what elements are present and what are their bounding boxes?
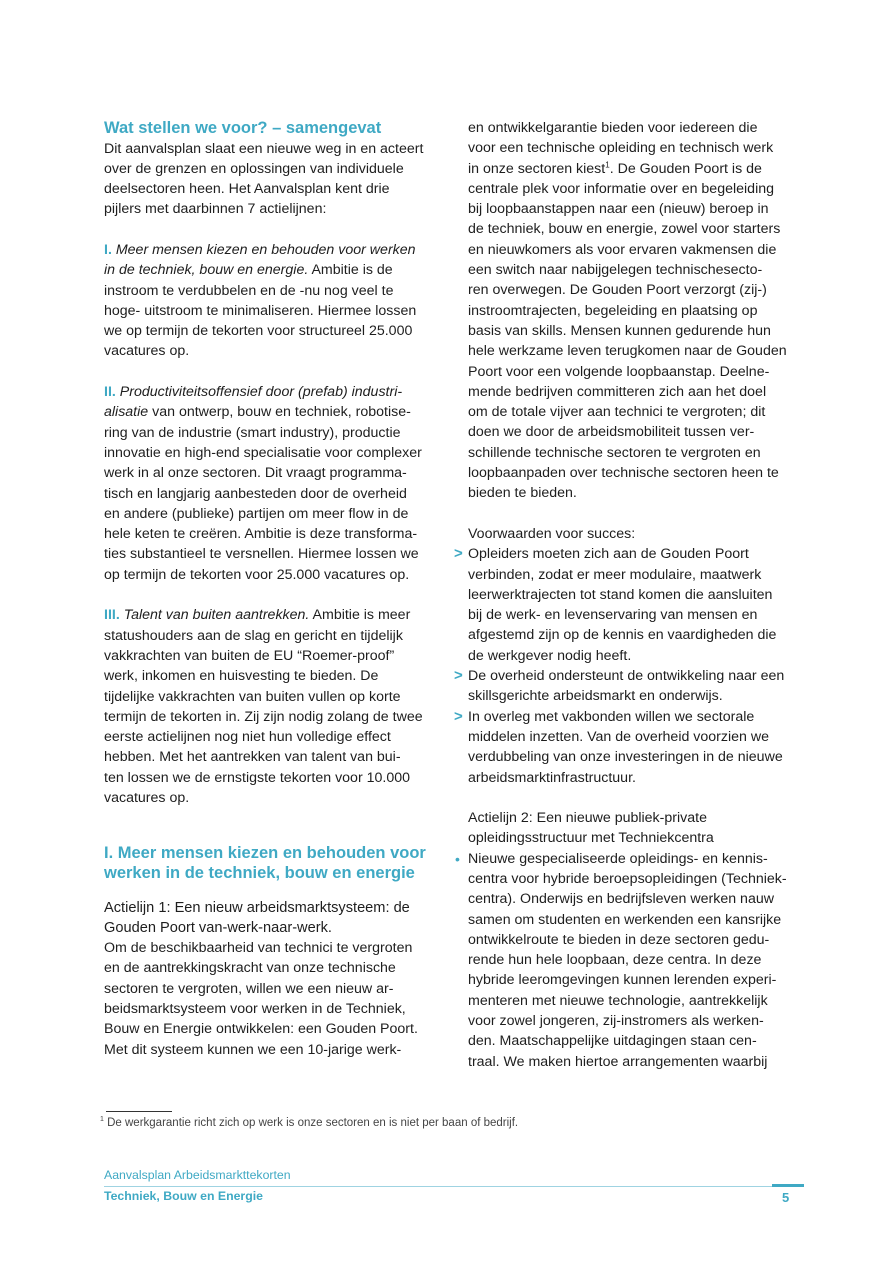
- text-line: ties substantieel te versnellen. Hiermee lossen we: [104, 546, 419, 563]
- text-line: bij de werk- en levenservaring van mensen en: [468, 607, 758, 624]
- footnote-reference: 1: [605, 159, 610, 169]
- text-line: en ontwikkelgarantie bieden voor iedereen die: [468, 120, 758, 136]
- text-line: leerwerktrajecten tot stand komen die aansluiten: [468, 586, 773, 603]
- pillar-title: alisatie: [104, 404, 149, 421]
- text-line: sectoren te vergroten, willen we een nieuw ar-: [104, 980, 394, 997]
- text-line: centra voor hybride beroepsopleidingen (Techniek-: [468, 870, 787, 887]
- intro-paragraph: [104, 139, 434, 220]
- left-column: [104, 118, 434, 1060]
- text-line: de werkgever nodig heeft.: [468, 647, 632, 664]
- footer-subtitle: Techniek, Bouw en Energie: [104, 1189, 263, 1203]
- text-line: innovatie en high-end specialisatie voor complexer: [104, 444, 422, 461]
- text-fragment: Ambitie is de: [311, 262, 393, 279]
- text-line: Actielijn 2: Een nieuwe publiek-private: [468, 810, 707, 827]
- actielijn-1-body: [104, 938, 434, 1060]
- right-column: [454, 118, 802, 1072]
- text-line: hebben. Met het aantrekken van talent van bui-: [104, 749, 401, 766]
- bullet-icon: •: [455, 850, 460, 867]
- heading-line: I. Meer mensen kiezen en behouden voor: [104, 843, 426, 862]
- text-line: werk in al onze sectoren. Dit vraagt programma-: [104, 465, 407, 482]
- text-line: ring van de industrie (smart industry), productie: [104, 424, 401, 441]
- page-number-bar: [772, 1184, 804, 1187]
- text-line: opleidingsstructuur met Techniekcentra: [468, 830, 714, 847]
- text-line: traal. We maken hiertoe arrangementen waarbij: [468, 1053, 768, 1070]
- text-fragment: Ambitie is meer: [312, 607, 411, 624]
- chevron-right-icon: >: [454, 667, 463, 685]
- text-line: arbeidsmarktinfrastructuur.: [468, 769, 636, 786]
- section-heading: [104, 843, 434, 884]
- text-line: Met dit systeem kunnen we een 10-jarige werk-: [104, 1041, 402, 1058]
- text-line: eerste actielijnen nog niet hun volledige effect: [104, 729, 391, 746]
- actielijn-2-title: [468, 808, 802, 849]
- pillar-1-paragraph: [104, 240, 434, 362]
- text-line: om de totale vijver aan technici te vergroten; dit: [468, 404, 766, 421]
- text-fragment: . De Gouden Poort is de: [609, 160, 762, 177]
- text-line: over de grenzen en oplossingen van individuele: [104, 160, 404, 177]
- text-line: hoge- uitstroom te minimaliseren. Hiermee lossen: [104, 302, 417, 319]
- text-fragment: van ontwerp, bouw en techniek, robotise-: [152, 404, 411, 421]
- footnote-divider: [106, 1111, 172, 1112]
- text-line: vacatures op.: [104, 343, 190, 360]
- text-line: In overleg met vakbonden willen we sectorale: [468, 708, 755, 725]
- text-line: en nieuwkomers als voor ervaren vakmensen die: [468, 241, 777, 258]
- text-line: een switch naar nabijgelegen technischesecto-: [468, 262, 763, 279]
- text-line: den. Maatschappelijke uitdagingen staan cen-: [468, 1033, 757, 1050]
- text-line: skillsgerichte arbeidsmarkt en onderwijs.: [468, 688, 723, 705]
- text-line: ontwikkelroute te bieden in deze sectoren gedu-: [468, 931, 770, 948]
- text-line: Poort voor een volgende loopbaanstap. Deelne-: [468, 363, 770, 380]
- list-item: [455, 849, 802, 1072]
- pillar-title: Meer mensen kiezen en behouden voor werken: [115, 241, 416, 258]
- text-line: Om de beschikbaarheid van technici te vergroten: [104, 940, 413, 957]
- chevron-right-icon: >: [454, 707, 463, 725]
- text-line: verbinden, zodat er meer modulaire, maatwerk: [468, 566, 762, 583]
- text-line: Actielijn 1: Een nieuw arbeidsmarktsysteem: de: [104, 899, 410, 916]
- text-line: vakkrachten van buiten de EU “Roemer-proof”: [104, 647, 395, 664]
- text-line: en de aantrekkingskracht van onze technische: [104, 960, 396, 977]
- text-line: deelsectoren heen. Het Aanvalsplan kent drie: [104, 181, 390, 198]
- text-line: ten lossen we de ernstigste tekorten voor 10.000: [104, 769, 411, 786]
- page-number: 5: [782, 1190, 790, 1205]
- text-line: tisch en langjarig aanbesteden door de overheid: [104, 485, 407, 502]
- text-line: beidsmarktsysteem voor werken in de Techniek,: [104, 1001, 406, 1018]
- continuation-paragraph: [468, 118, 802, 504]
- text-line: Opleiders moeten zich aan de Gouden Poort: [468, 546, 749, 563]
- text-line: centrale plek voor informatie over en begeleiding: [468, 180, 775, 197]
- text-line: we op termijn de tekorten voor structureel 25.000: [104, 323, 413, 340]
- pillar-numeral: I.: [104, 241, 112, 258]
- text-line: basis van skills. Mensen kunnen gedurende hun: [468, 322, 771, 339]
- text-line: statushouders aan de slag en gericht en tijdelijk: [104, 627, 403, 644]
- text-line: Dit aanvalsplan slaat een nieuwe weg in en acteert: [104, 140, 424, 157]
- pillar-3-paragraph: [104, 605, 434, 808]
- text-line: voor een technische opleiding en technisch werk: [468, 140, 774, 157]
- pillar-title: Talent van buiten aantrekken.: [123, 607, 310, 624]
- footnote: [100, 1117, 518, 1129]
- text-line: doen we door de arbeidsmobiliteit tussen ver-: [468, 424, 755, 441]
- text-line: hele werkzame leven terugkomen naar de Gouden: [468, 343, 787, 360]
- text-line: De overheid ondersteunt de ontwikkeling naar een: [468, 668, 785, 685]
- actielijn-1-title: [104, 898, 434, 939]
- text-line: Nieuwe gespecialiseerde opleidings- en kennis-: [468, 850, 768, 867]
- footer-title: Aanvalsplan Arbeidsmarkttekorten: [104, 1168, 291, 1182]
- text-line: termijn de tekorten in. Zij zijn nodig zolang de twee: [104, 708, 423, 725]
- list-item: [454, 544, 802, 666]
- text-line: middelen inzetten. Van de overheid voorzien we: [468, 728, 770, 745]
- chevron-right-icon: >: [454, 545, 463, 563]
- pillar-numeral: II.: [104, 384, 116, 401]
- footer-divider: [104, 1186, 804, 1187]
- text-line: loopbaanpaden over technische sectoren heen te: [468, 465, 779, 482]
- pillar-numeral: III.: [104, 607, 120, 624]
- footnote-marker: 1: [100, 1116, 104, 1124]
- text-line: samen om studenten en werkenden een kansrijke: [468, 911, 782, 928]
- summary-heading: Wat stellen we voor? – samengevat: [104, 119, 382, 137]
- text-line: hybride leeromgevingen kunnen lerenden experi-: [468, 972, 777, 989]
- text-line: centra). Onderwijs en bedrijfsleven werken nauw: [468, 891, 774, 908]
- list-item: [454, 707, 802, 788]
- text-line: instroom te verdubbelen en de -nu nog veel te: [104, 282, 394, 299]
- pillar-title: in de techniek, bouw en energie.: [104, 262, 309, 279]
- text-line: pijlers met daarbinnen 7 actielijnen:: [104, 201, 327, 218]
- text-line: ren overwegen. De Gouden Poort verzorgt (zij-): [468, 282, 767, 299]
- text-line: rende hun hele loopbaan, deze centra. In deze: [468, 952, 762, 969]
- text-line: instroomtrajecten, begeleiding en plaatsing op: [468, 302, 758, 319]
- text-line: Gouden Poort van-werk-naar-werk.: [104, 919, 332, 936]
- text-line: vacatures op.: [104, 790, 190, 806]
- text-line: bieden te bieden.: [468, 485, 577, 502]
- text-line: en andere (publieke) partijen om meer flow in de: [104, 505, 409, 522]
- text-line: op termijn de tekorten voor 25.000 vacatures op.: [104, 566, 410, 583]
- text-line: hele keten te creëren. Ambitie is deze transforma-: [104, 526, 418, 543]
- pillar-title: Productiviteitsoffensief door (prefab) industri-: [119, 384, 403, 401]
- text-line: Bouw en Energie ontwikkelen: een Gouden Poort.: [104, 1021, 418, 1038]
- text-line: voor zowel jongeren, zij-instromers als werken-: [468, 1013, 764, 1030]
- text-line: mende bedrijven committeren zich aan het doel: [468, 383, 767, 400]
- text-line: schillende technische sectoren te vergroten en: [468, 444, 761, 461]
- text-fragment: in onze sectoren kiest: [468, 160, 606, 177]
- list-item: [454, 666, 802, 707]
- text-line: werk, inkomen en huisvesting te bieden. De: [104, 668, 379, 685]
- text-line: tijdelijke vakkrachten van buiten vullen op korte: [104, 688, 401, 705]
- text-line: menteren met nieuwe technologie, aantrekkelijk: [468, 992, 768, 1009]
- pillar-2-paragraph: [104, 382, 434, 585]
- text-line: de techniek, bouw en energie, zowel voor starters: [468, 221, 781, 238]
- heading-line: werken in de techniek, bouw en energie: [104, 864, 415, 883]
- footnote-text: De werkgarantie richt zich op werk is onze sectoren en is niet per baan of bedrijf.: [107, 1117, 519, 1129]
- text-line: verdubbeling van onze investeringen in de nieuwe: [468, 749, 783, 766]
- voorwaarden-title: Voorwaarden voor succes:: [468, 525, 636, 542]
- text-line: afgestemd zijn op de kennis en vaardigheden die: [468, 627, 777, 644]
- text-line: bij loopbaanstappen naar een (nieuw) beroep in: [468, 201, 769, 218]
